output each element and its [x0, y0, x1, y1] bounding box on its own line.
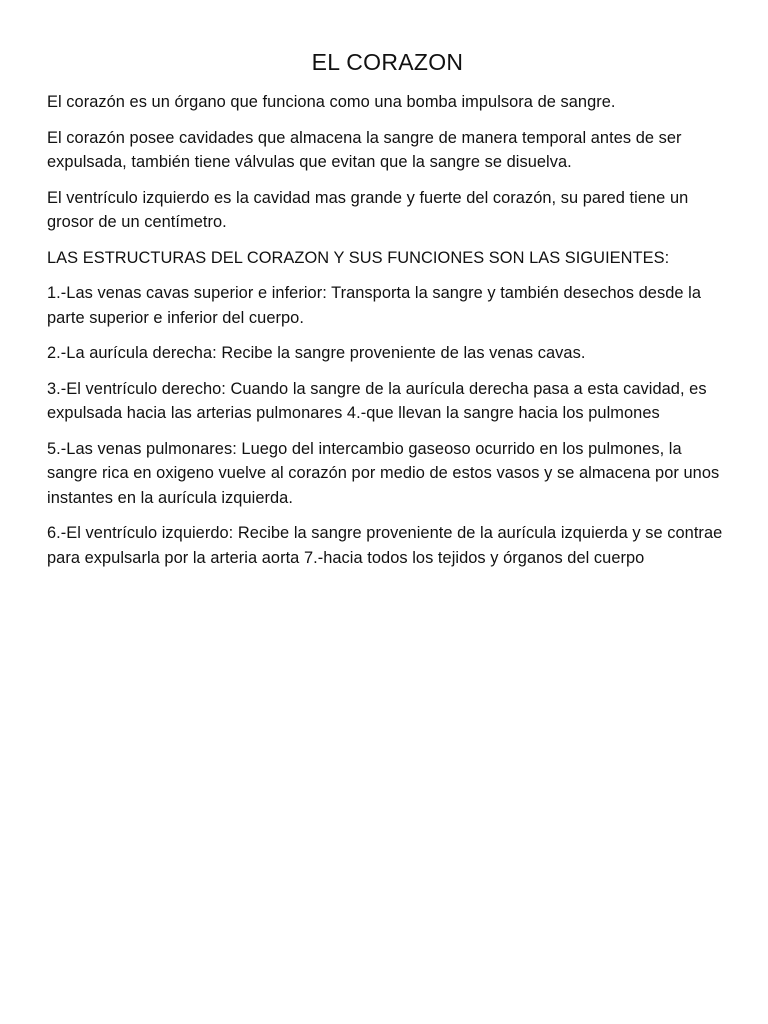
paragraph-left-ventricle: El ventrículo izquierdo es la cavidad mas grande y fuerte del corazón, su pared tiene un grosor de un centímetro.: [47, 188, 689, 231]
section-heading-structures: LAS ESTRUCTURAS DEL CORAZON Y SUS FUNCIONES SON LAS SIGUIENTES:: [47, 248, 670, 267]
page-title: EL CORAZON: [311, 49, 464, 75]
paragraph-cavities: El corazón posee cavidades que almacena la sangre de manera temporal antes de ser expulsada, también tiene válvulas que evitan que la sangre se disuelva.: [47, 128, 682, 171]
list-item-ventriculo-izquierdo: 6.-El ventrículo izquierdo: Recibe la sangre proveniente de la aurícula izquierda y se contrae para expulsarla por la arteria aorta 7.-hacia todos los tejidos y órganos del cuerpo: [47, 524, 723, 567]
list-item-venas-cavas: 1.-Las venas cavas superior e inferior: Transporta la sangre y también desechos desde la parte superior e inferior del cuerpo.: [47, 284, 702, 327]
paragraph-intro: El corazón es un órgano que funciona como una bomba impulsora de sangre.: [47, 93, 616, 111]
list-item-auricula-derecha: 2.-La aurícula derecha: Recibe la sangre proveniente de las venas cavas.: [47, 344, 586, 362]
list-item-ventriculo-derecho: 3.-El ventrículo derecho: Cuando la sangre de la aurícula derecha pasa a esta cavidad, es expulsada hacia las arterias pulmonares 4.-que llevan la sangre hacia los pulmones: [47, 379, 707, 422]
list-item-venas-pulmonares: 5.-Las venas pulmonares: Luego del intercambio gaseoso ocurrido en los pulmones, la sangre rica en oxigeno vuelve al corazón por medio de estos vasos y se almacena por unos instantes en la aurícula izquierda.: [47, 439, 720, 507]
